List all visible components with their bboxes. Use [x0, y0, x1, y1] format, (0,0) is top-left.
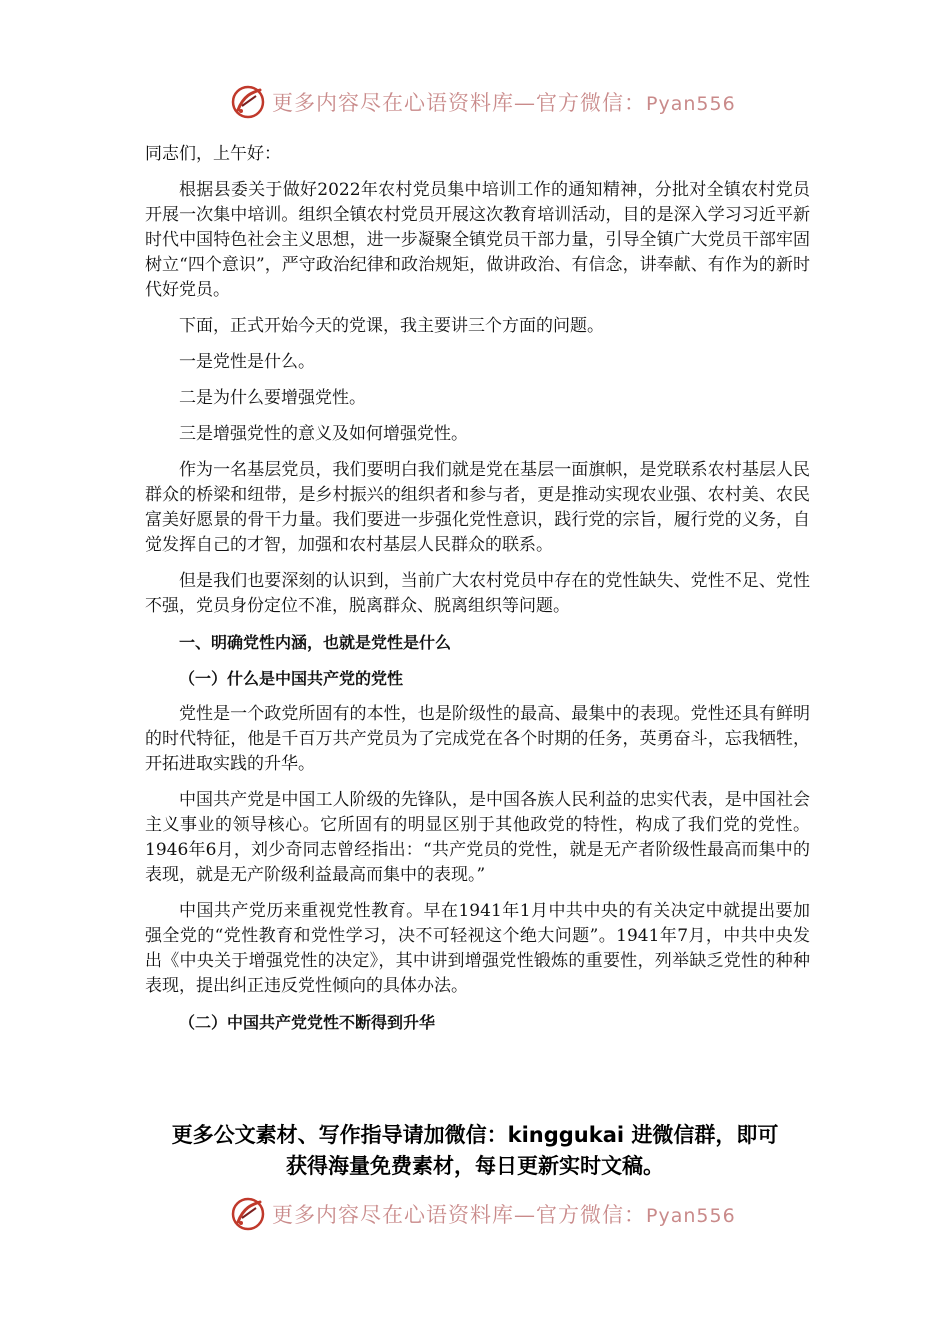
banner-text: 更多内容尽在心语资料库—官方微信：Pyan556 [272, 1203, 736, 1227]
section-heading: 一、明确党性内涵，也就是党性是什么 [179, 633, 452, 652]
paragraph: 党性是一个政党所固有的本性，也是阶级性的最高、最集中的表现。党性还具有鲜明的时代特征，他是千百万共产党员为了完成党在各个时期的任务，英勇奋斗，忘我牺牲，开拓进取实践的升华。 [145, 704, 810, 774]
footer-banner [230, 1194, 750, 1234]
paragraph: 三是增强党性的意义及如何增强党性。 [179, 424, 468, 444]
header-banner [230, 82, 750, 122]
paragraph: 根据县委关于做好2022年农村党员集中培训工作的通知精神，分批对全镇农村党员开展一次集中培训。组织全镇农村党员开展这次教育培训活动，目的是深入学习习近平新时代中国特色社会主义思想，进一步凝聚全镇党员干部力量，引导全镇广大党员干部牢固树立“四个意识”，严守政治纪律和政治规矩，做讲政治、有信念，讲奉献、有作为的新时代好党员。 [145, 180, 810, 300]
paragraph: 作为一名基层党员，我们要明白我们就是党在基层一面旗帜，是党联系农村基层人民群众的桥梁和纽带，是乡村振兴的组织者和参与者，更是推动实现农业强、农村美、农民富美好愿景的骨干力量。我们要进一步强化党性意识，践行党的宗旨，履行党的义务，自觉发挥自己的才智，加强和农村基层人民群众的联系。 [145, 460, 810, 555]
wechat-id: Pyan556 [646, 93, 736, 115]
paragraph: 一是党性是什么。 [179, 352, 315, 372]
paragraph: 二是为什么要增强党性。 [179, 388, 366, 408]
logo-icon [230, 84, 266, 120]
logo-icon [230, 1196, 266, 1232]
subsection-heading: （一）什么是中国共产党的党性 [179, 669, 404, 688]
promo-notice [130, 1120, 820, 1182]
wechat-id: Pyan556 [646, 1205, 736, 1227]
subsection-heading: （二）中国共产党党性不断得到升华 [179, 1013, 436, 1032]
banner-text: 更多内容尽在心语资料库—官方微信：Pyan556 [272, 91, 736, 115]
document-body [145, 142, 810, 1046]
paragraph: 中国共产党历来重视党性教育。早在1941年1月中共中央的有关决定中就提出要加强全党的“党性教育和党性学习，决不可轻视这个绝大问题”。1941年7月，中共中央发出《中央关于增强党性的决定》，其中讲到增强党性锻炼的重要性，列举缺乏党性的种种表现，提出纠正违反党性倾向的具体办法。 [145, 901, 810, 996]
paragraph: 中国共产党是中国工人阶级的先锋队，是中国各族人民利益的忠实代表，是中国社会主义事业的领导核心。它所固有的明显区别于其他政党的特性，构成了我们党的党性。1946年6月，刘少奇同志曾经指出：“共产党员的党性，就是无产者阶级性最高而集中的表现，就是无产阶级利益最高而集中的表现。” [145, 790, 810, 885]
promo-line: 获得海量免费素材，每日更新实时文稿。 [286, 1154, 664, 1178]
greeting: 同志们，上午好： [145, 144, 281, 164]
paragraph: 下面，正式开始今天的党课，我主要讲三个方面的问题。 [179, 316, 604, 336]
promo-line: 更多公文素材、写作指导请加微信：kinggukai 进微信群，即可 [171, 1123, 779, 1147]
paragraph: 但是我们也要深刻的认识到，当前广大农村党员中存在的党性缺失、党性不足、党性不强，党员身份定位不准，脱离群众、脱离组织等问题。 [145, 571, 810, 616]
